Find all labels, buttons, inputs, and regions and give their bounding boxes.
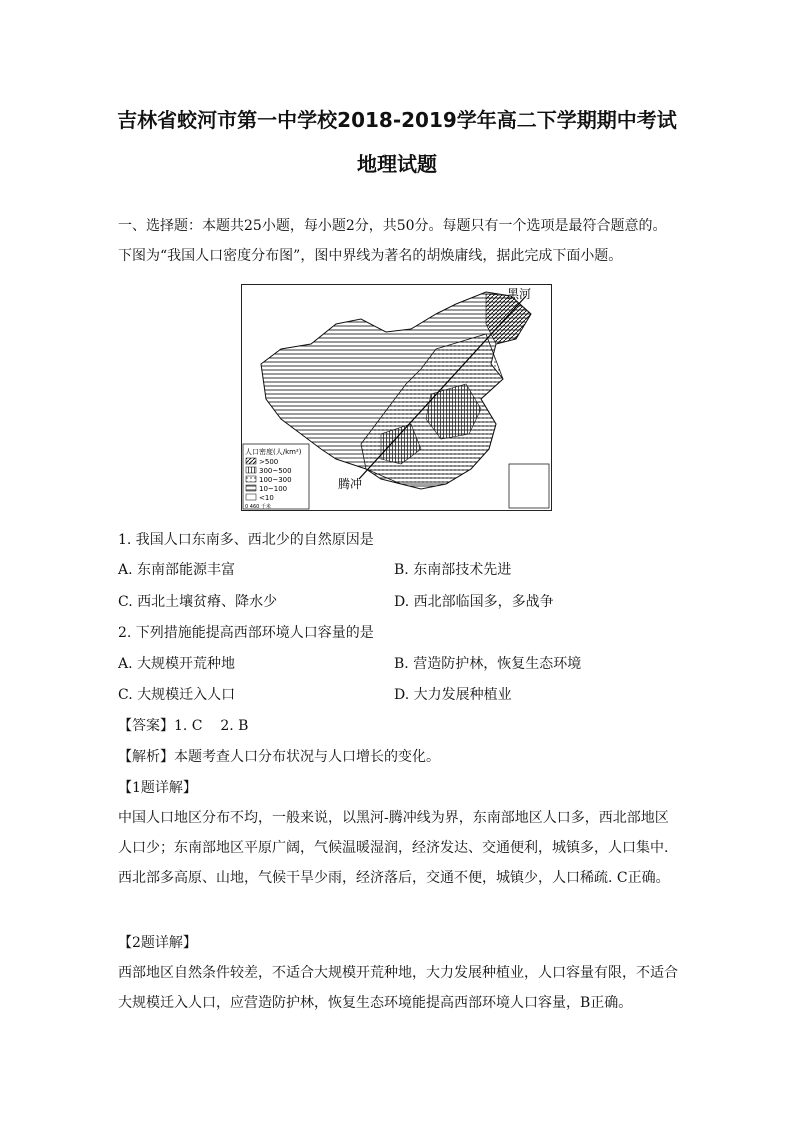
detail1-text: 中国人口地区分布不均，一般来说，以黑河-腾冲线为界，东南部地区人口多，西北部地区人口少；东南部地区平原广阔，气候温暖湿润，经济发达、交通便利，城镇多，人口集中. 西北部多高原、山地，气候干旱少雨，经济落后，交通不便，城镇少，人口稀疏. C正确。 xyxy=(118,810,670,886)
q1-option-a: A. 东南部能源丰富 xyxy=(118,562,236,578)
map-scale: 0 460 千米 xyxy=(245,504,271,510)
answer-line: 【答案】1. C 2. B xyxy=(118,718,249,734)
legend-title: 人口密度(人/km²) xyxy=(245,448,302,456)
label-heihe: 黑河 xyxy=(507,287,532,301)
q1-option-c: C. 西北土壤贫瘠、降水少 xyxy=(118,594,278,610)
population-density-map xyxy=(241,284,552,511)
q2-option-b: B. 营造防护林，恢复生态环境 xyxy=(394,656,582,672)
q2-option-c: C. 大规模迁入人口 xyxy=(118,687,236,703)
south-sea-inset xyxy=(509,464,549,508)
document-title: 吉林省蛟河市第一中学校2018-2019学年高二下学期期中考试 xyxy=(117,108,677,132)
legend-item-4: 10~100 xyxy=(259,485,288,493)
q2-option-a: A. 大规模开荒种地 xyxy=(118,656,236,672)
detail1-heading: 【1题详解】 xyxy=(118,780,197,796)
detail2-heading: 【2题详解】 xyxy=(118,935,197,951)
q1-option-d: D. 西北部临国多，多战争 xyxy=(394,594,554,610)
q1-option-b: B. 东南部技术先进 xyxy=(394,562,512,578)
legend-item-1: >500 xyxy=(259,458,279,466)
document-subtitle: 地理试题 xyxy=(357,152,437,176)
q1-stem: 1. 我国人口东南多、西北少的自然原因是 xyxy=(118,532,374,548)
figure-intro: 下图为“我国人口密度分布图”，图中界线为著名的胡焕庸线，据此完成下面小题。 xyxy=(118,248,623,264)
q2-stem: 2. 下列措施能提高西部环境人口容量的是 xyxy=(118,625,374,641)
legend-item-5: <10 xyxy=(259,494,274,502)
legend-item-2: 300~500 xyxy=(259,467,292,475)
section-intro: 一、选择题：本题共25小题，每小题2分，共50分。每题只有一个选项是最符合题意的。 xyxy=(118,218,667,234)
detail2-text: 西部地区自然条件较差，不适合大规模开荒种地，大力发展种植业，人口容量有限，不适合大规模迁入人口，应营造防护林，恢复生态环境能提高西部环境人口容量，B正确。 xyxy=(118,965,678,1011)
label-tengchong: 腾冲 xyxy=(338,477,363,491)
analysis-line: 【解析】本题考查人口分布状况与人口增长的变化。 xyxy=(118,749,440,765)
q2-option-d: D. 大力发展种植业 xyxy=(394,687,512,703)
legend-item-3: 100~300 xyxy=(259,476,292,484)
